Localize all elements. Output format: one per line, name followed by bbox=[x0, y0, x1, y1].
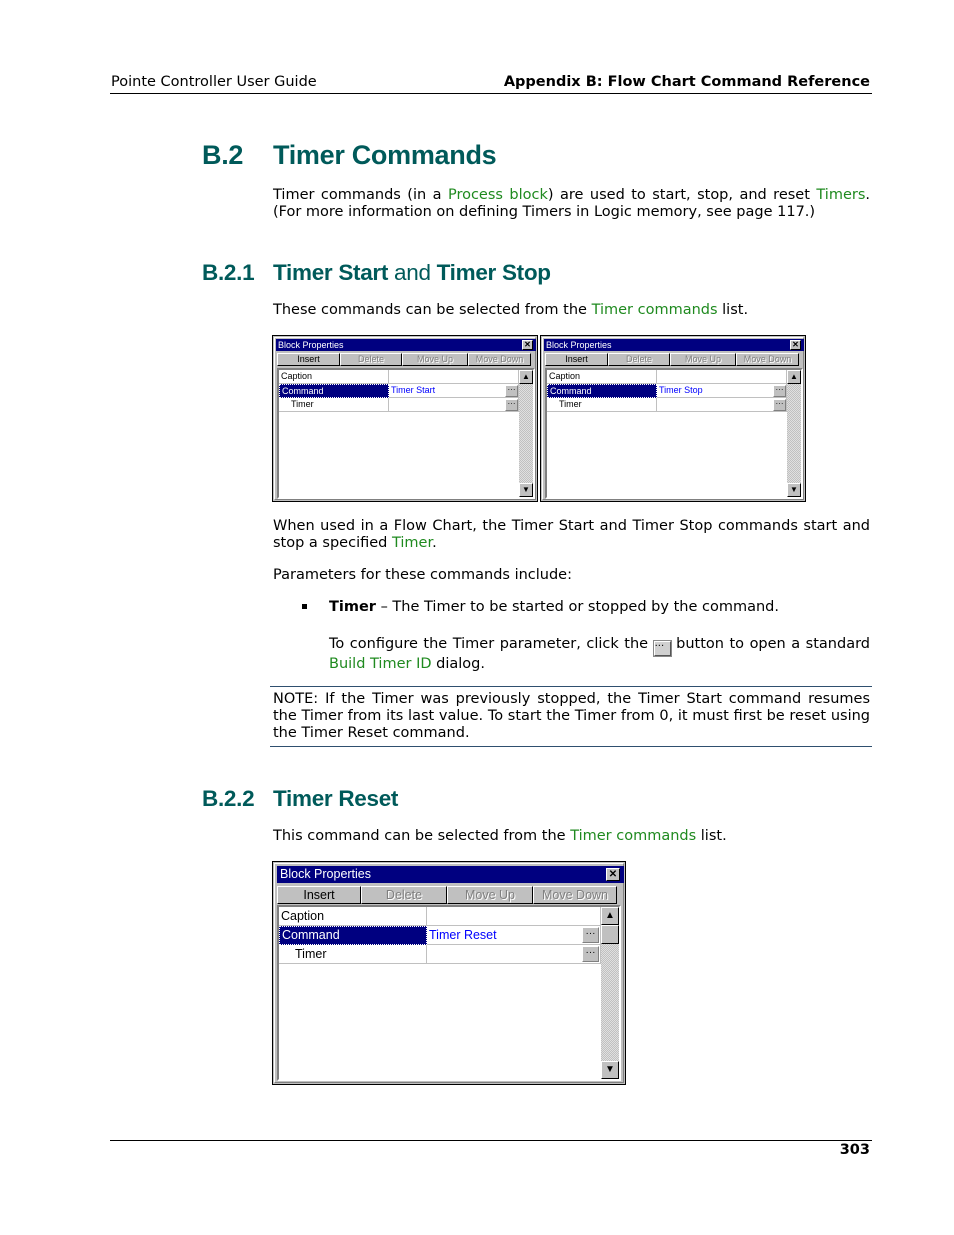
command-ellipsis-button[interactable]: ··· bbox=[773, 385, 786, 397]
dialog-title: Block Properties bbox=[278, 340, 344, 350]
timer-value[interactable] bbox=[427, 945, 601, 964]
dialog-title-bar bbox=[277, 866, 624, 883]
block-properties-dialog-timer-reset bbox=[272, 861, 626, 1085]
close-icon[interactable]: ✕ bbox=[606, 868, 620, 881]
caption-label[interactable]: Caption bbox=[279, 907, 427, 926]
section-heading-b21 bbox=[202, 260, 802, 290]
page-number: 303 bbox=[839, 1142, 870, 1158]
block-properties-dialog-timer-stop bbox=[540, 335, 806, 502]
caption-label[interactable]: Caption bbox=[547, 370, 657, 384]
caption-value[interactable] bbox=[389, 370, 519, 384]
command-value[interactable]: Timer Start bbox=[389, 384, 519, 398]
footer-rule bbox=[110, 1140, 872, 1141]
close-icon[interactable]: ✕ bbox=[522, 340, 533, 350]
text: list. bbox=[717, 302, 749, 318]
delete-button[interactable]: Delete bbox=[608, 353, 670, 366]
note-box: NOTE: If the Timer was previously stopped, the Timer Start command resumes the Timer from its last value. To start the Timer from 0, it must first be reset using the Timer Reset command. bbox=[273, 691, 870, 741]
text: Timer commands (in a bbox=[273, 187, 448, 203]
delete-button[interactable]: Delete bbox=[361, 886, 447, 904]
scroll-down-arrow-icon[interactable]: ▼ bbox=[519, 483, 533, 497]
vertical-scrollbar[interactable] bbox=[601, 907, 619, 1079]
note-top-rule bbox=[270, 686, 872, 687]
text: ) are used to start, stop, and reset bbox=[547, 187, 817, 203]
timer-value[interactable] bbox=[657, 398, 787, 412]
command-ellipsis-button[interactable]: ··· bbox=[505, 385, 518, 397]
scroll-up-arrow-icon[interactable]: ▲ bbox=[601, 907, 619, 925]
title-and: and bbox=[388, 260, 437, 285]
timer-value[interactable] bbox=[389, 398, 519, 412]
section-number: B.2.2 bbox=[202, 786, 255, 811]
ellipsis-button-icon: ··· bbox=[654, 641, 671, 656]
section-number: B.2 bbox=[202, 140, 244, 170]
move-down-button[interactable]: Move Down bbox=[468, 353, 531, 366]
scroll-down-arrow-icon[interactable]: ▼ bbox=[787, 483, 801, 497]
text: dialog. bbox=[431, 656, 485, 672]
caption-value[interactable] bbox=[427, 907, 601, 926]
timer-parameter-item bbox=[329, 599, 779, 616]
timer-commands-link[interactable]: Timer commands bbox=[591, 302, 718, 318]
timer-label[interactable]: Timer bbox=[547, 398, 657, 412]
timer-ellipsis-button[interactable]: ··· bbox=[773, 399, 786, 411]
insert-button[interactable]: Insert bbox=[277, 886, 361, 904]
move-down-button[interactable]: Move Down bbox=[736, 353, 799, 366]
section-heading-b22 bbox=[202, 786, 802, 816]
configure-timer-paragraph bbox=[329, 636, 870, 673]
dialog-title: Block Properties bbox=[546, 340, 612, 350]
insert-button[interactable]: Insert bbox=[545, 353, 608, 366]
running-header-left: Pointe Controller User Guide bbox=[111, 74, 317, 90]
timer-label[interactable]: Timer bbox=[279, 398, 389, 412]
text: To configure the Timer parameter, click the bbox=[329, 636, 654, 652]
section-heading-b2 bbox=[202, 140, 802, 174]
text: These commands can be selected from the bbox=[273, 302, 592, 318]
caption-label[interactable]: Caption bbox=[279, 370, 389, 384]
timer-link[interactable]: Timer bbox=[391, 535, 433, 551]
dialog-title-bar bbox=[276, 339, 536, 351]
build-timer-id-link[interactable]: Build Timer ID bbox=[329, 656, 432, 672]
move-up-button[interactable]: Move Up bbox=[402, 353, 468, 366]
properties-grid bbox=[277, 368, 535, 499]
scroll-up-arrow-icon[interactable]: ▲ bbox=[787, 370, 801, 384]
command-label[interactable]: Command bbox=[279, 926, 427, 945]
command-ellipsis-button[interactable]: ··· bbox=[582, 927, 599, 943]
text: list. bbox=[696, 828, 727, 844]
title-timer-start: Timer Start bbox=[273, 260, 389, 285]
text: . bbox=[432, 535, 437, 551]
running-header-right: Appendix B: Flow Chart Command Reference bbox=[503, 74, 870, 90]
note-bottom-rule bbox=[270, 746, 872, 747]
dialog-title: Block Properties bbox=[280, 867, 372, 881]
header-rule bbox=[110, 93, 872, 94]
text: . (For more information on defining Timers in Logic memory, see page 117.) bbox=[273, 187, 870, 220]
text: This command can be selected from the bbox=[273, 828, 571, 844]
move-down-button[interactable]: Move Down bbox=[533, 886, 617, 904]
command-label[interactable]: Command bbox=[547, 384, 657, 398]
section-title: Timer Commands bbox=[273, 140, 497, 170]
parameters-intro: Parameters for these commands include: bbox=[273, 567, 572, 583]
text: When used in a Flow Chart, the Timer Start and Timer Stop commands start and stop a specified bbox=[273, 518, 870, 551]
timer-start-stop-intro bbox=[273, 302, 748, 319]
command-value[interactable]: Timer Reset bbox=[427, 926, 601, 945]
timer-reset-intro bbox=[273, 828, 727, 845]
insert-button[interactable]: Insert bbox=[277, 353, 340, 366]
properties-grid bbox=[277, 905, 621, 1081]
block-properties-dialog-timer-start bbox=[272, 335, 538, 502]
scroll-up-arrow-icon[interactable]: ▲ bbox=[519, 370, 533, 384]
move-up-button[interactable]: Move Up bbox=[670, 353, 736, 366]
vertical-scrollbar[interactable] bbox=[787, 370, 801, 497]
delete-button[interactable]: Delete bbox=[340, 353, 402, 366]
command-label[interactable]: Command bbox=[279, 384, 389, 398]
properties-grid bbox=[545, 368, 803, 499]
timer-ellipsis-button[interactable]: ··· bbox=[505, 399, 518, 411]
bullet-square-icon bbox=[302, 604, 307, 609]
parameter-term: Timer bbox=[329, 599, 376, 615]
timer-ellipsis-button[interactable]: ··· bbox=[582, 946, 599, 962]
timer-commands-intro bbox=[273, 187, 870, 221]
section-title: Timer Reset bbox=[273, 786, 399, 811]
title-timer-stop: Timer Stop bbox=[436, 260, 551, 285]
text: button to open a standard bbox=[670, 636, 870, 652]
timer-commands-link[interactable]: Timer commands bbox=[570, 828, 697, 844]
vertical-scrollbar[interactable] bbox=[519, 370, 533, 497]
parameter-description: – The Timer to be started or stopped by the command. bbox=[375, 599, 779, 615]
command-value[interactable]: Timer Stop bbox=[657, 384, 787, 398]
process-block-link[interactable]: Process block bbox=[447, 187, 548, 203]
scroll-down-arrow-icon[interactable]: ▼ bbox=[601, 1061, 619, 1079]
timers-link[interactable]: Timers bbox=[816, 187, 866, 203]
close-icon[interactable]: ✕ bbox=[790, 340, 801, 350]
caption-value[interactable] bbox=[657, 370, 787, 384]
move-up-button[interactable]: Move Up bbox=[447, 886, 533, 904]
dialog-title-bar bbox=[544, 339, 804, 351]
scroll-thumb[interactable] bbox=[601, 925, 619, 944]
section-number: B.2.1 bbox=[202, 260, 255, 285]
timer-start-stop-usage bbox=[273, 518, 870, 552]
timer-label[interactable]: Timer bbox=[279, 945, 427, 964]
